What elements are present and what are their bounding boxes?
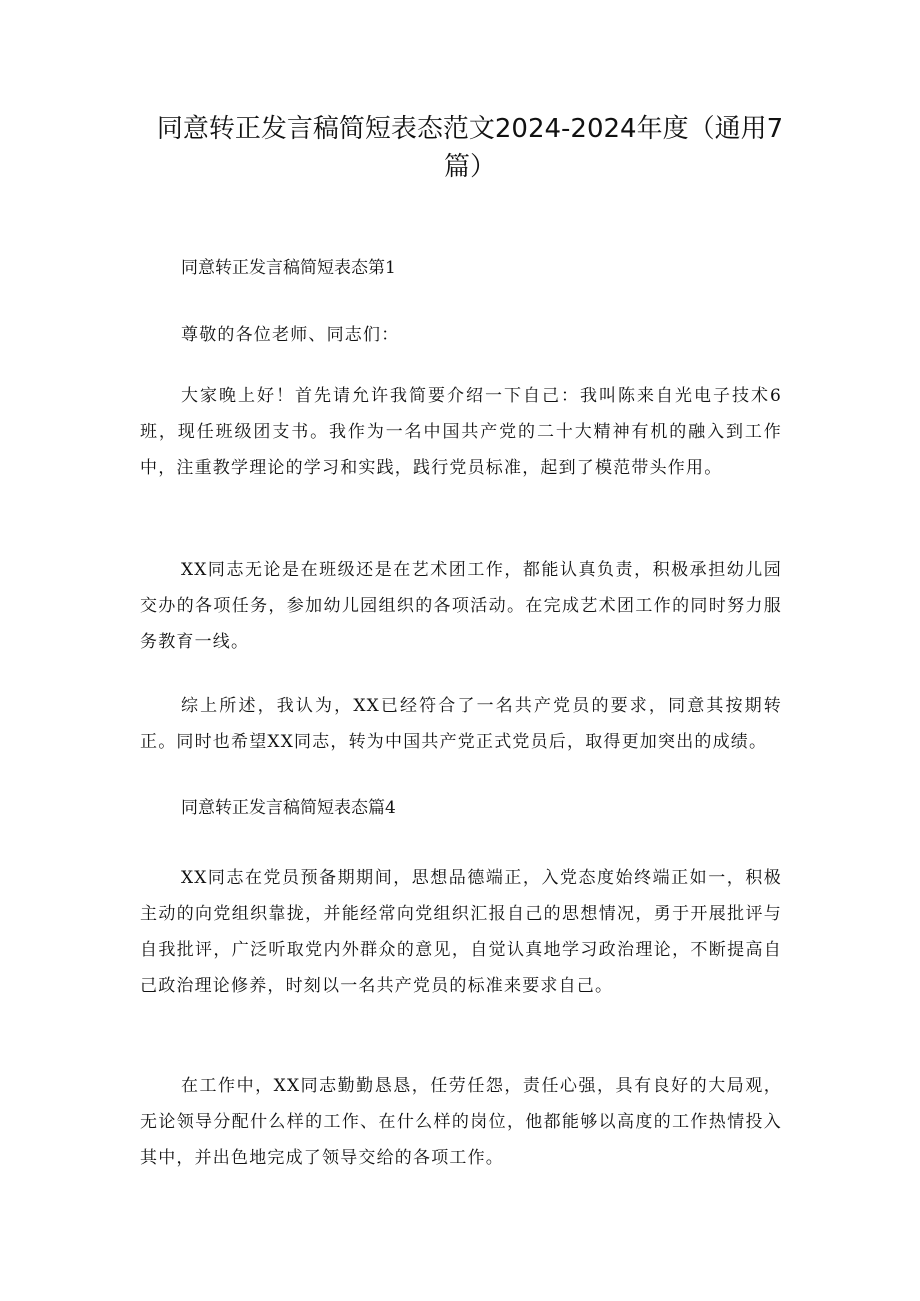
title-line-2: 篇） [443,152,496,182]
section-heading-4: 同意转正发言稿简短表态篇4 [181,798,396,818]
document-title [150,110,790,186]
paragraph-work-attitude: XX同志无论是在班级还是在艺术团工作，都能认真负责，积极承担幼儿园交办的各项任务，参加幼儿园组织的各项活动。在完成艺术团工作的同时努力服务教育一线。 [140,560,782,652]
greeting-line: 尊敬的各位老师、同志们： [181,325,400,345]
paragraph-work-performance: 在工作中，XX同志勤勤恳恳，任劳任怨，责任心强，具有良好的大局观，无论领导分配什么样的工作、在什么样的岗位，他都能够以高度的工作热情投入其中，并出色地完成了领导交给的各项工作。 [140,1076,782,1168]
title-line-1: 同意转正发言稿简短表态范文2024-2024年度（通用7 [156,114,784,144]
paragraph-probation-conduct: XX同志在党员预备期期间，思想品德端正，入党态度始终端正如一，积极主动的向党组织靠拢，并能经常向党组织汇报自己的思想情况，勇于开展批评与自我批评，广泛听取党内外群众的意见，自觉认真地学习政治理论，不断提高自己政治理论修养，时刻以一名共产党员的标准来要求自己。 [140,868,782,996]
paragraph-introduction: 大家晚上好！首先请允许我简要介绍一下自己：我叫陈来自光电子技术6班，现任班级团支书。我作为一名中国共产党的二十大精神有机的融入到工作中，注重教学理论的学习和实践，践行党员标准，起到了模范带头作用。 [140,386,782,478]
paragraph-conclusion: 综上所述，我认为，XX已经符合了一名共产党员的要求，同意其按期转正。同时也希望XX同志，转为中国共产党正式党员后，取得更加突出的成绩。 [140,696,782,752]
section-heading-1: 同意转正发言稿简短表态第1 [181,258,396,278]
